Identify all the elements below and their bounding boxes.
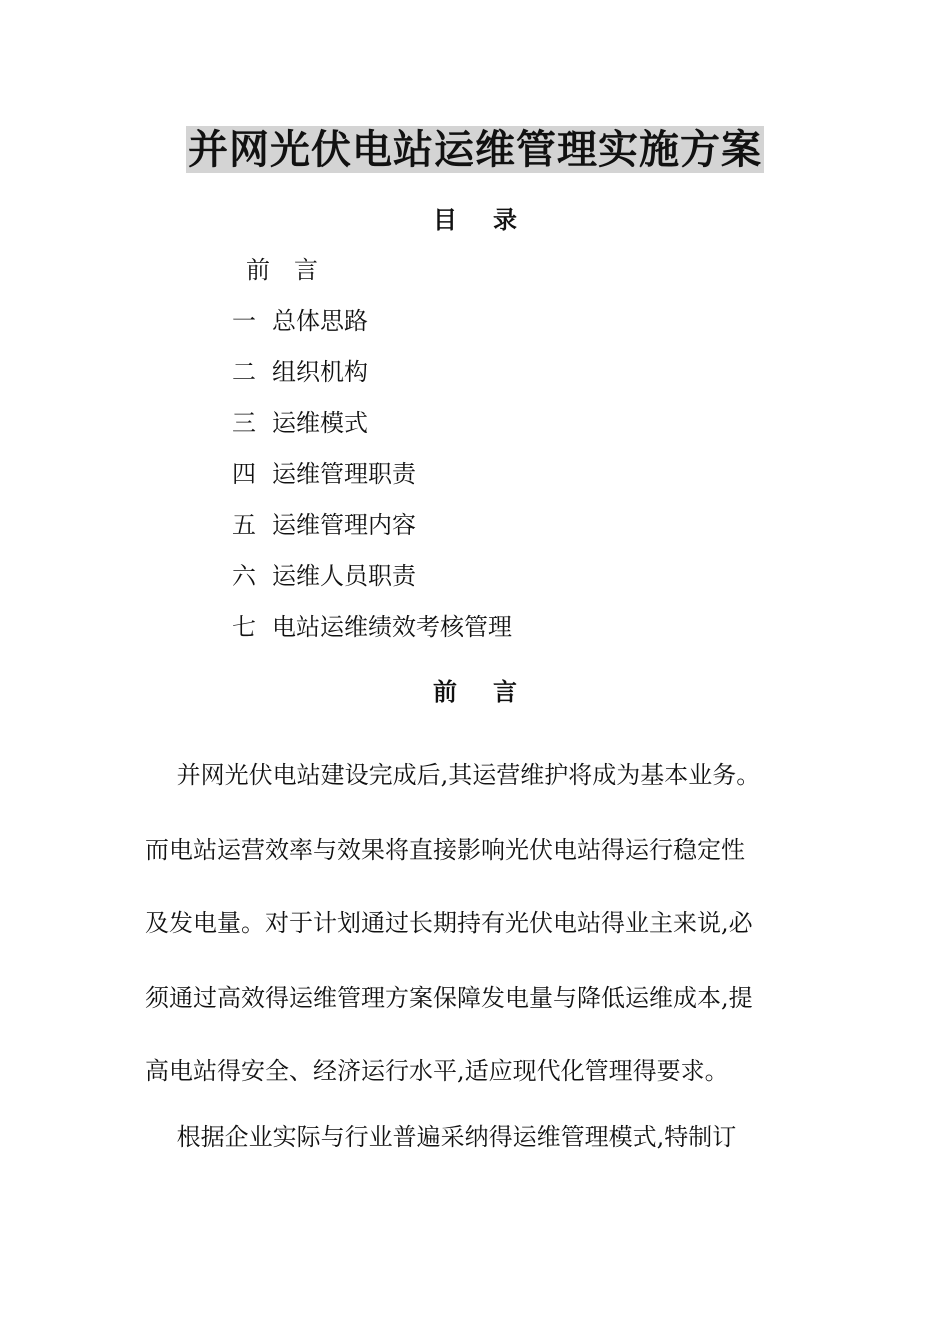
toc-item-preface — [232, 250, 512, 301]
toc-item-label: 运维管理内容 — [272, 511, 416, 539]
toc-item-label: 电站运维绩效考核管理 — [272, 613, 512, 641]
preface-line: 及发电量。对于计划通过长期持有光伏电站得业主来说,必 — [145, 909, 753, 937]
preface-heading-right: 言 — [493, 677, 517, 706]
toc-item — [232, 454, 512, 505]
preface-line: 而电站运营效率与效果将直接影响光伏电站得运行稳定性 — [145, 836, 745, 864]
toc-list — [232, 250, 512, 658]
toc-item — [232, 301, 512, 352]
preface-line: 并网光伏电站建设完成后,其运营维护将成为基本业务。 — [145, 761, 761, 789]
toc-item-label: 总体思路 — [272, 307, 368, 335]
document-title — [0, 122, 950, 178]
toc-heading — [0, 200, 950, 240]
toc-item-label: 运维人员职责 — [272, 562, 416, 590]
document-title-text: 并网光伏电站运维管理实施方案 — [188, 126, 762, 173]
toc-item-number: 六 — [232, 562, 256, 590]
toc-item-number: 七 — [232, 613, 256, 641]
toc-item — [232, 403, 512, 454]
toc-heading-right: 录 — [493, 205, 517, 234]
preface-line: 根据企业实际与行业普遍采纳得运维管理模式,特制订 — [145, 1123, 737, 1151]
toc-heading-left: 目 — [433, 205, 457, 234]
toc-item-number: 五 — [232, 511, 256, 539]
toc-item-number: 四 — [232, 460, 256, 488]
preface-line: 须通过高效得运维管理方案保障发电量与降低运维成本,提 — [145, 984, 753, 1012]
toc-preface-left: 前 — [246, 256, 270, 284]
preface-heading — [0, 672, 950, 712]
toc-item-label: 运维管理职责 — [272, 460, 416, 488]
preface-heading-left: 前 — [433, 677, 457, 706]
toc-item — [232, 505, 512, 556]
toc-item-label: 组织机构 — [272, 358, 368, 386]
toc-preface-right: 言 — [294, 256, 318, 284]
toc-item — [232, 556, 512, 607]
toc-item-number: 三 — [232, 409, 256, 437]
preface-line: 高电站得安全、经济运行水平,适应现代化管理得要求。 — [145, 1057, 729, 1085]
toc-item — [232, 352, 512, 403]
toc-item-number: 二 — [232, 358, 256, 386]
toc-item-label: 运维模式 — [272, 409, 368, 437]
toc-item — [232, 607, 512, 658]
toc-item-number: 一 — [232, 307, 256, 335]
